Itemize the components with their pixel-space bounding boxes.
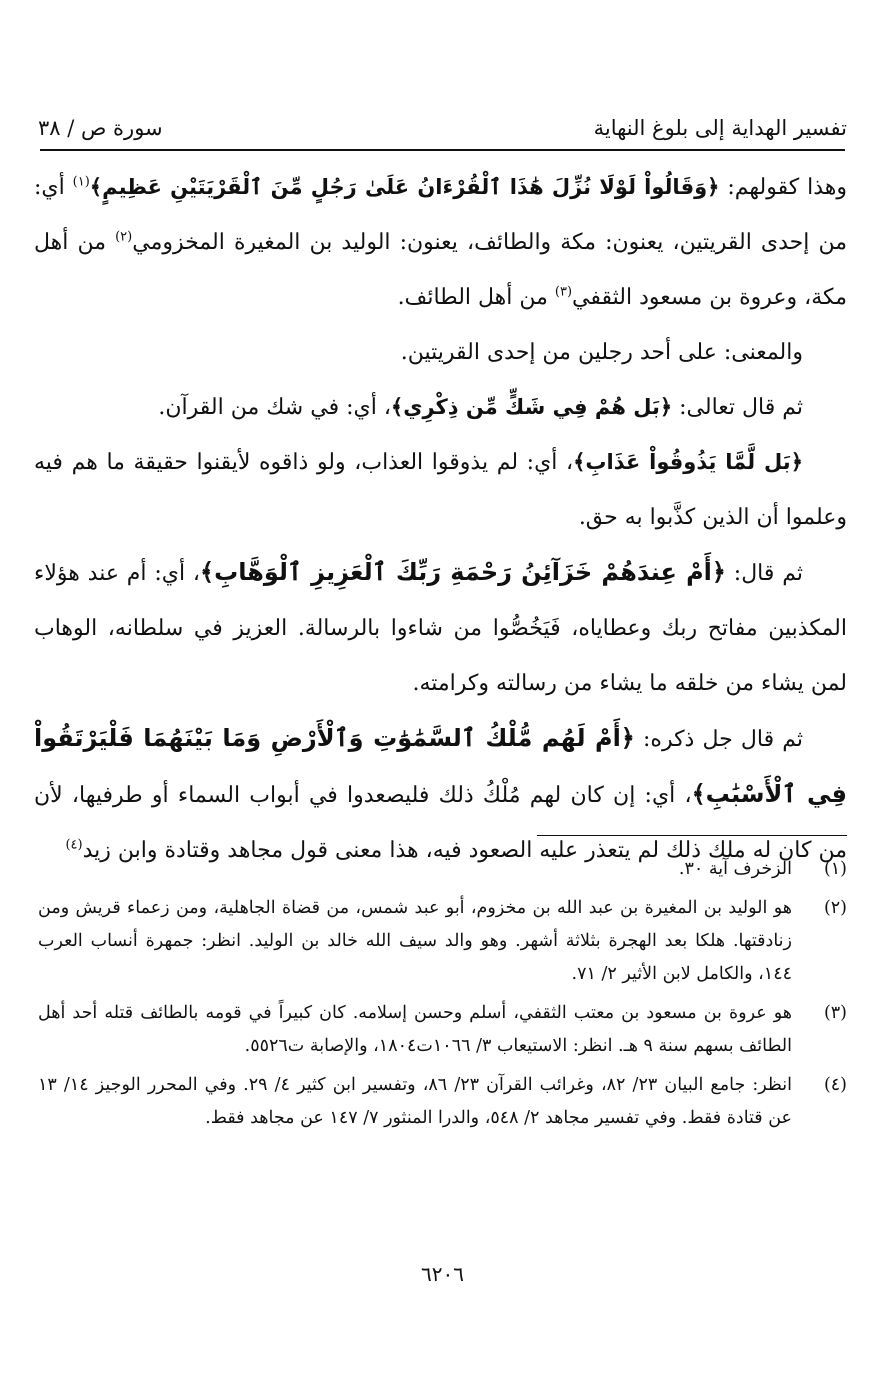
text-run: ثم قال تعالى:	[672, 395, 803, 420]
text-run: أي: من إحدى القريتين، يعنون: مكة والطائف، يعنون: الوليد بن المغيرة المخزومي	[34, 175, 847, 255]
text-run: ، أي: لم يذوقوا العذاب، ولو ذاقوه لأيقنوا حقيقة ما هم فيه وعلموا أن الذين كذَّبوا به حق.	[34, 450, 847, 530]
quran-verse: ﴿وَقَالُواْ لَوْلَا نُزِّلَ هَٰذَا ٱلْقُرْءَانُ عَلَىٰ رَجُلٍ مِّنَ ٱلْقَرْيَتَيْنِ عَظِيمٍ﴾	[89, 175, 720, 199]
footnote-item	[38, 892, 847, 991]
footnote-ref-3[interactable]: (٣)	[554, 284, 573, 300]
running-header	[38, 100, 847, 140]
footnote-item	[38, 997, 847, 1063]
text-run: ثم قال:	[725, 561, 803, 586]
text-run: وهذا كقولهم:	[719, 175, 847, 200]
header-divider	[40, 149, 845, 151]
footnote-ref-2[interactable]: (٢)	[115, 229, 133, 245]
footnote-text: هو عروة بن مسعود بن معتب الثقفي، أسلم وحسن إسلامه. كان كبيراً في قومه بالطائف قتله أحد أهل الطائف بسهم سنة ٩ هـ. انظر: الاستيعاب ٣/ ١٠٦٦ت١٨٠٤، والإصابة ت٥٥٢٦.	[38, 1003, 792, 1056]
paragraph-2: والمعنى: على أحد رجلين من إحدى القريتين.	[400, 340, 803, 365]
footnote-item	[38, 1069, 847, 1135]
paragraph-3	[34, 380, 847, 435]
footnote-ref-1[interactable]: (١)	[72, 174, 90, 190]
text-run: ، أي: إن كان لهم مُلْكُ ذلك فليصعدوا في أبواب السماء أو طرفيها، لأن من كان له ملك ذلك لم يتعذر عليه الصعود فيه، هذا معنى قول مجاهد وقتادة وابن زيد	[34, 783, 847, 863]
paragraph-1	[34, 160, 847, 325]
text-run: ، أي: في شك من القرآن.	[158, 395, 391, 420]
footnote-number: (٢)	[823, 898, 847, 918]
surah-label: سورة ص / ٣٨	[38, 116, 163, 140]
page-number: ٦٢٠٦	[421, 1262, 464, 1286]
footnote-number: (٣)	[823, 1003, 847, 1023]
quran-verse: ﴿أَمْ عِندَهُمْ خَزَآئِنُ رَحْمَةِ رَبِّكَ ٱلْعَزِيزِ ٱلْوَهَّابِ﴾	[200, 558, 726, 586]
quran-verse: ﴿بَل هُمْ فِي شَكٍّ مِّن ذِكْرِي﴾	[390, 395, 673, 419]
text-run: من أهل مكة، وعروة بن مسعود الثقفي	[34, 230, 847, 310]
footnote-number: (٤)	[823, 1075, 847, 1095]
footnote-text: هو الوليد بن المغيرة بن عبد الله بن مخزوم، أبو عبد شمس، من قضاة الجاهلية، ومن زعماء قريش ومن زنادقتها. هلكا بعد الهجرة بثلاثة أشهر. وهو والد سيف الله خالد بن الوليد. انظر: جمهرة أنساب العرب ١٤٤، والكامل لابن الأثير ٢/ ٧١.	[38, 898, 792, 984]
quran-verse: ﴿أَمْ لَهُم مُّلْكُ ٱلسَّمَٰوَٰتِ وَٱلْأَرْضِ وَمَا بَيْنَهُمَا فَلْيَرْتَقُواْ فِي ٱلْأَسْبَٰبِ﴾	[34, 724, 847, 808]
quran-verse: ﴿بَل لَّمَّا يَذُوقُواْ عَذَابِ﴾	[573, 450, 803, 474]
footnote-item	[38, 853, 847, 886]
footnote-number: (١)	[823, 859, 847, 879]
book-title: تفسير الهداية إلى بلوغ النهاية	[593, 116, 847, 140]
text-run: من أهل الطائف.	[397, 285, 555, 310]
footnote-ref-4[interactable]: (٤)	[65, 837, 83, 853]
text-run: ثم قال جل ذكره:	[634, 727, 803, 752]
footnote-text: الزخرف آية ٣٠.	[678, 859, 792, 879]
text-run: ، أي: أم عند هؤلاء المكذبين مفاتح ربك وعطاياه، فَيَخُصُّوا من شاءوا بالرسالة. العزيز في سلطانه، الوهاب لمن يشاء من خلقه ما يشاء من رسالته وكرامته.	[34, 561, 847, 696]
main-text	[34, 160, 847, 878]
footnotes	[38, 853, 847, 1141]
paragraph-5	[34, 545, 847, 711]
footnote-divider	[537, 835, 847, 836]
footnote-text: انظر: جامع البيان ٢٣/ ٨٢، وغرائب القرآن ٢٣/ ٨٦، وتفسير ابن كثير ٤/ ٢٩. وفي المحرر الوجيز ١٤/ ١٣ عن قتادة فقط. وفي تفسير مجاهد ٢/ ٥٤٨، والدرا المنثور ٧/ ١٤٧ عن مجاهد فقط.	[38, 1075, 793, 1128]
paragraph-4	[34, 435, 847, 545]
